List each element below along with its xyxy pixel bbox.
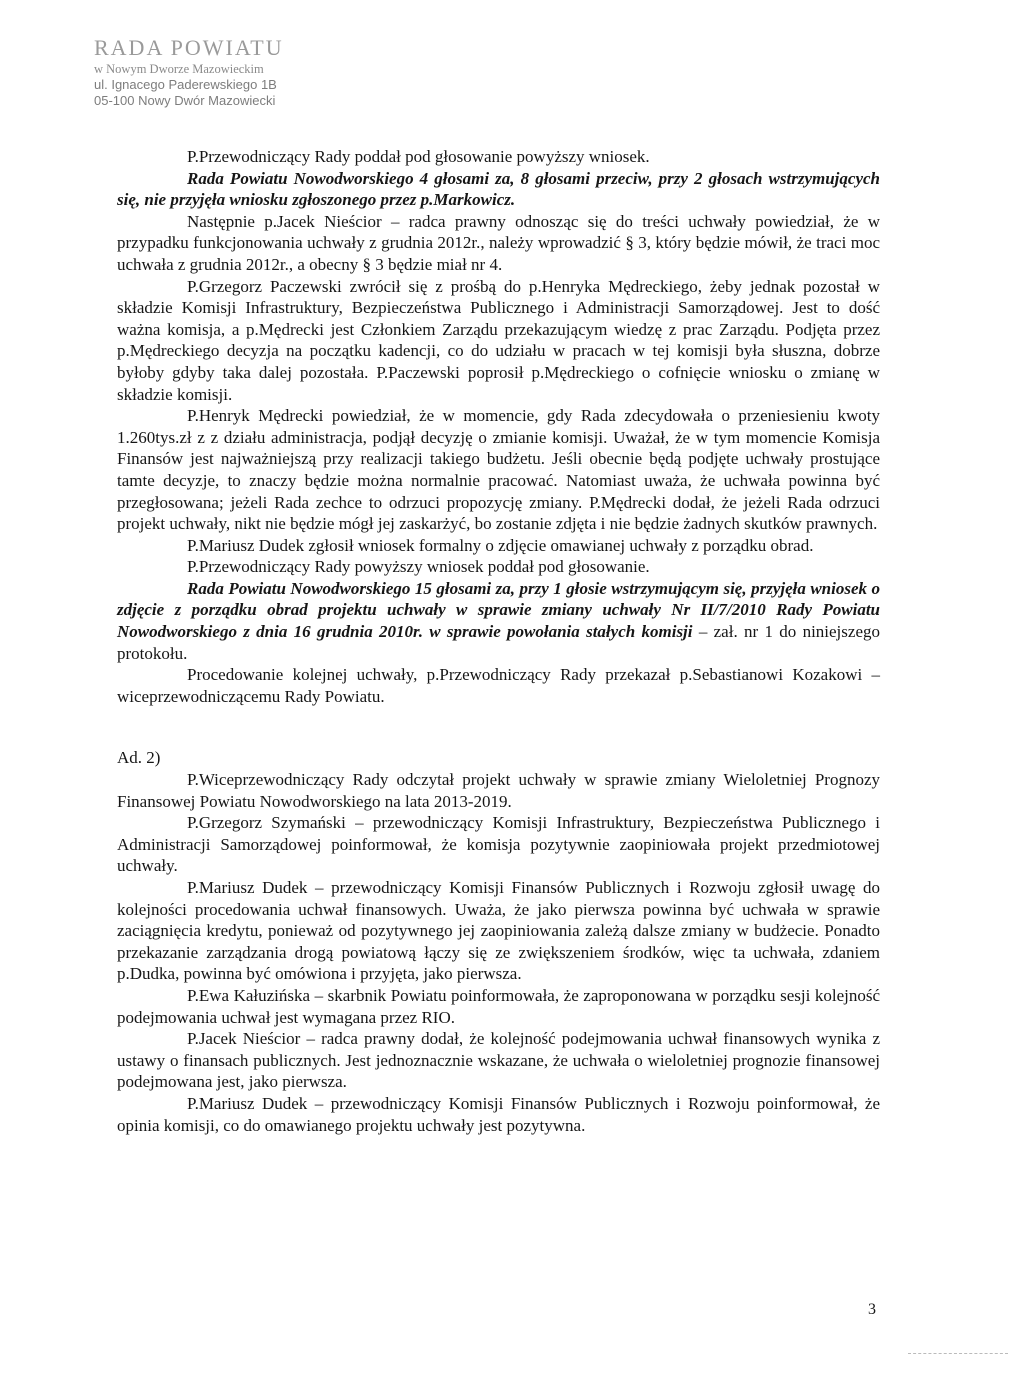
- stamp-line-4: 05-100 Nowy Dwór Mazowiecki: [94, 93, 276, 109]
- stamp-line-1: RADA POWIATU: [94, 35, 284, 60]
- section-heading: Ad. 2): [117, 748, 161, 768]
- paragraph: Następnie p.Jacek Nieścior – radca prawny odnosząc się do treści uchwały powiedział, że w przypadku funkcjonowania uchwały z grudnia 2012r., należy wprowadzić § 3, który będzie mówił, że traci moc uchwała z grudnia 2012r., a obecny § 3 będzie miał nr 4.: [117, 211, 880, 274]
- spacer: [117, 707, 880, 747]
- stamp-line-2: w Nowym Dworze Mazowieckim: [94, 61, 264, 76]
- paragraph: P.Mariusz Dudek zgłosił wniosek formalny o zdjęcie omawianej uchwały z porządku obrad.: [187, 535, 814, 555]
- paragraph: P.Wiceprzewodniczący Rady odczytał projekt uchwały w sprawie zmiany Wieloletniej Prognozy Finansowej Powiatu Nowodworskiego na lata 2013-2019.: [117, 770, 880, 811]
- document-body: [117, 146, 880, 1136]
- paragraph: P.Jacek Nieścior – radca prawny dodał, że kolejność podejmowania uchwał finansowych wynika z ustawy o finansach publicznych. Jest jednoznacznie wskazane, że uchwała o wieloletniej prognozie finansowej podejmowana jest, jako pierwsza.: [117, 1029, 880, 1092]
- council-stamp: [94, 34, 334, 110]
- resolution-paragraph: Rada Powiatu Nowodworskiego 4 głosami za, 8 głosami przeciw, przy 2 głosach wstrzymujących się, nie przyjęła wniosku zgłoszonego przez p.Markowicz.: [117, 168, 880, 210]
- paragraph: P.Mariusz Dudek – przewodniczący Komisji Finansów Publicznych i Rozwoju poinformował, że opinia komisji, co do omawianego projektu uchwały jest pozytywna.: [117, 1093, 880, 1135]
- attachment-note: – zał. nr 1 do niniejszego protokołu.: [117, 622, 880, 663]
- paragraph: P.Przewodniczący Rady powyższy wniosek poddał pod głosowanie.: [187, 557, 650, 577]
- paragraph: Procedowanie kolejnej uchwały, p.Przewodniczący Rady przekazał p.Sebastianowi Kozakowi – wiceprzewodniczącemu Rady Powiatu.: [117, 665, 880, 706]
- paragraph: P.Henryk Mędrecki powiedział, że w momencie, gdy Rada zdecydowała o przeniesieniu kwoty 1.260tys.zł z z działu administracja, podjął decyzję o zmianie komisji. Uważał, że w tym momencie Komisja Finansów jest najważniejszą przy realizacji takiego budżetu. Jeśli obecnie będą podjęte uchwały prostujące tamte decyzje, to znaczy będzie można normalnie pracować. Natomiast uważa, że uchwała powinna być przegłosowana; jeżeli Rada zechce to odrzuci propozycję zmiany. P.Mędrecki dodał, że jeżeli Rada odrzuci projekt uchwały, nikt nie będzie mógł jej zaskarżyć, bo zostanie zdjęta i nie będzie żadnych skutków prawnych.: [117, 406, 880, 534]
- paragraph: P.Mariusz Dudek – przewodniczący Komisji Finansów Publicznych i Rozwoju zgłosił uwagę do kolejności procedowania uchwał finansowych. Uważa, że jako pierwsza powinna być uchwała w sprawie zaciągnięcia kredytu, ponieważ od pozytywnego jej zaopiniowania zależą dalsze zmiany w budżecie. Ponadto przekazanie zarządzania drogą powiatową łączy się ze zwiększeniem środków, więc ta uchwała, zdaniem p.Dudka, powinna być omówiona i przyjęta, jako pierwsza.: [117, 878, 880, 984]
- paragraph: P.Przewodniczący Rady poddał pod głosowanie powyższy wniosek.: [187, 147, 650, 166]
- resolution-text: Rada Powiatu Nowodworskiego 15 głosami za, przy 1 głosie wstrzymującym się, przyjęła wniosek o zdjęcie z porządku obrad projektu uchwały w sprawie zmiany uchwały Nr II/7/2010 Rady Powiatu Nowodworskiego z dnia 16 grudnia 2010r. w sprawie powołania stałych komisji: [117, 578, 880, 642]
- paragraph: P.Ewa Kałuzińska – skarbnik Powiatu poinformowała, że zaproponowana w porządku sesji kolejność podejmowania uchwał jest wymagana przez RIO.: [117, 985, 880, 1027]
- resolution-paragraph: [117, 578, 880, 664]
- paragraph: P.Grzegorz Szymański – przewodniczący Komisji Infrastruktury, Bezpieczeństwa Publicznego i Administracji Samorządowej poinformował, że komisja pozytywnie zaopiniowała projekt przedmiotowej uchwały.: [117, 813, 880, 876]
- page-number: 3: [868, 1301, 876, 1318]
- paragraph: P.Grzegorz Paczewski zwrócił się z prośbą do p.Henryka Mędreckiego, żeby jednak pozostał w składzie Komisji Infrastruktury, Bezpieczeństwa Publicznego i Administracji Samorządowej. Jest to dość ważna komisja, a p.Mędrecki jest Członkiem Zarządu przekazującym wiedzę z prac Zarządu. Podjęta przez p.Mędreckiego decyzja na początku kadencji, co do udziału w pracach w tej komisji była słuszna, dobrze byłoby gdyby taka dalej pozostała. P.Paczewski poprosił p.Mędreckiego o cofnięcie wniosku o zmianę w składzie komisji.: [117, 276, 880, 404]
- footer-rule: [908, 1353, 1008, 1354]
- stamp-line-3: ul. Ignacego Paderewskiego 1B: [94, 77, 277, 93]
